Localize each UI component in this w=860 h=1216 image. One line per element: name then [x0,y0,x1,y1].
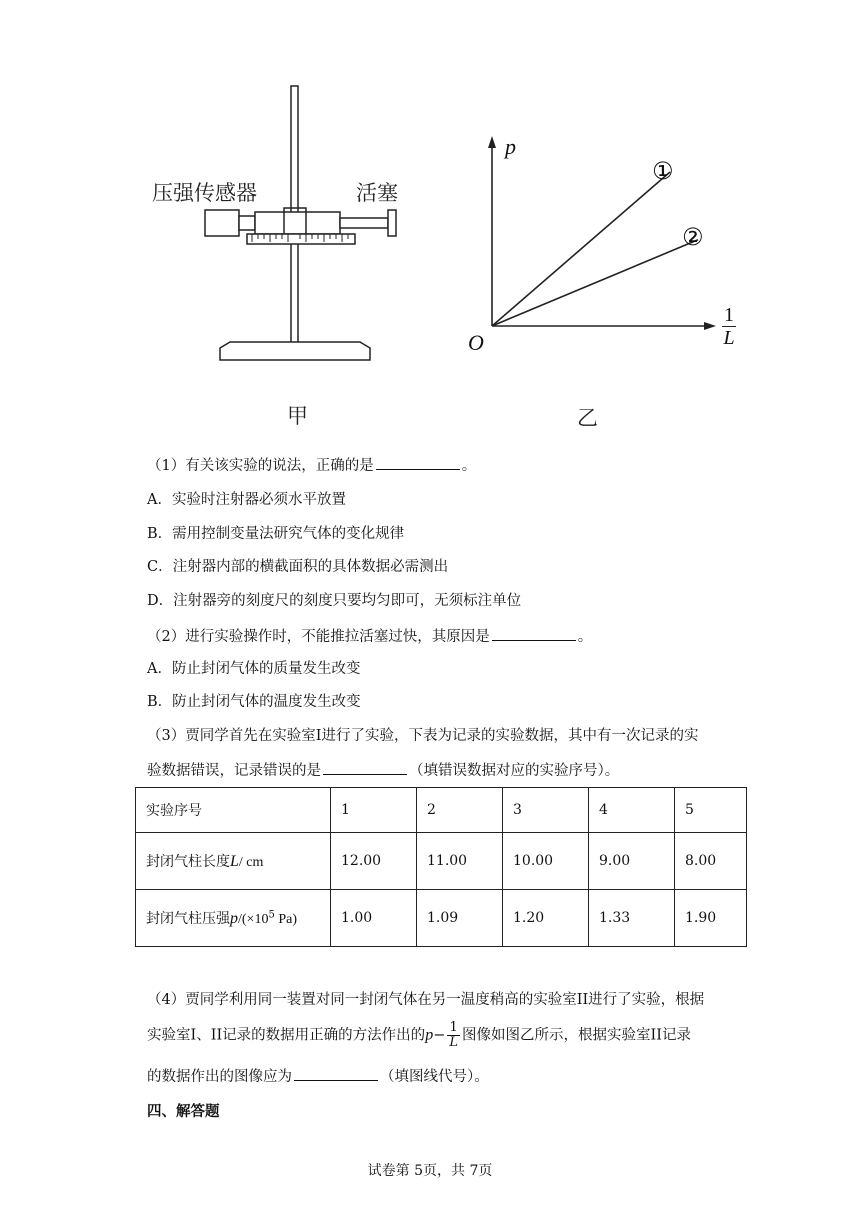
pressure-label-text: 封闭气柱压强 [146,911,230,927]
table-row [136,833,747,890]
question-4-text: 实验室I、II记录的数据用正确的方法作出的 [147,1027,426,1044]
table-row [136,890,747,947]
question-1-end: 。 [461,458,477,474]
question-1 [147,455,476,476]
q2-option-a: A．防止封闭气体的质量发生改变 [147,661,361,677]
length-value-1: 12.00 [331,833,417,890]
math-fraction [447,1021,460,1050]
q1-option-d: D．注射器旁的刻度尺的刻度只要均匀即可，无须标注单位 [147,593,522,609]
pressure-value-4: 1.33 [589,890,675,947]
question-3-end: （填错误数据对应的实验序号）。 [409,763,620,779]
graph-line-2 [492,240,698,326]
x-axis-arrow [704,322,716,330]
y-axis-arrow [488,136,496,148]
length-value-4: 9.00 [589,833,675,890]
table-index-3: 3 [503,788,589,833]
x-axis-label [722,304,736,349]
line-1-label: ① [652,157,674,185]
table-index-1: 1 [331,788,417,833]
table-row [136,788,747,833]
page-footer: 试卷第 5页，共 7页 [367,1163,493,1179]
line-2-label: ② [682,223,704,251]
figure-yi-caption: 乙 [577,406,598,430]
table-index-5: 5 [675,788,747,833]
table-length-label [136,833,331,890]
pressure-symbol: p [230,910,238,927]
experiment-data-table [135,787,747,947]
length-label-text: 封闭气柱长度 [146,854,230,870]
q1-option-b: B．需用控制变量法研究气体的变化规律 [147,526,405,542]
question-4-end: （填图线代号）。 [380,1069,489,1085]
answer-blank-1[interactable] [376,455,460,470]
q2-option-b: B．防止封闭气体的温度发生改变 [147,694,361,710]
question-2 [147,626,592,647]
answer-blank-2[interactable] [492,626,576,641]
length-value-2: 11.00 [417,833,503,890]
fraction-denominator: L [449,1035,458,1050]
question-4-line-3 [147,1066,489,1087]
label-piston: 活塞 [356,181,398,205]
x-axis-label-numerator: 1 [724,304,734,326]
question-1-text: （1）有关该实验的说法，正确的是 [147,458,374,474]
length-value-3: 10.00 [503,833,589,890]
table-index-2: 2 [417,788,503,833]
question-3-line-1: （3）贾同学首先在实验室I进行了实验，下表为记录的实验数据，其中有一次记录的实 [147,728,699,744]
table-header-label: 实验序号 [136,788,331,833]
pressure-value-2: 1.09 [417,890,503,947]
x-axis-label-denominator: L [723,327,735,349]
pressure-value-5: 1.90 [675,890,747,947]
table-pressure-label [136,890,331,947]
fraction-numerator: 1 [447,1021,460,1036]
q1-option-c: C．注射器内部的横截面积的具体数据必需测出 [147,559,449,575]
question-4-text-3: 的数据作出的图像应为 [147,1069,292,1085]
question-2-end: 。 [577,629,593,645]
math-minus: − [433,1027,446,1044]
pressure-unit-exponent: 5 [268,909,275,921]
length-value-5: 8.00 [675,833,747,890]
pressure-value-1: 1.00 [331,890,417,947]
pressure-value-3: 1.20 [503,890,589,947]
pressure-unit-suffix: Pa) [274,912,297,927]
question-3-line-2 [147,760,619,781]
answer-blank-3[interactable] [323,760,407,775]
pressure-unit-prefix: /(×10 [238,912,269,927]
table-index-4: 4 [589,788,675,833]
q1-option-a: A．实验时注射器必须水平放置 [147,492,346,508]
question-3-text: 验数据错误，记录错误的是 [147,763,321,779]
y-axis-label: p [505,134,516,159]
length-symbol: L [230,853,239,870]
question-2-text: （2）进行实验操作时，不能推拉活塞过快，其原因是 [147,629,490,645]
question-4-line-2 [147,1021,691,1050]
question-4-line-1: （4）贾同学利用同一装置对同一封闭气体在另一温度稍高的实验室II进行了实验，根据 [147,992,705,1008]
math-p: p [425,1026,434,1044]
figure-jia-apparatus [150,80,420,370]
length-unit: / cm [238,855,264,870]
question-4-text-cont: 图像如图乙所示，根据实验室II记录 [461,1027,691,1044]
answer-blank-4[interactable] [294,1066,378,1081]
section-title: 四、解答题 [147,1103,220,1120]
graph-line-1 [492,172,670,326]
figure-yi-graph [460,130,750,380]
label-pressure-sensor: 压强传感器 [152,181,257,205]
origin-label: O [468,330,484,355]
figure-jia-caption: 甲 [287,404,308,428]
